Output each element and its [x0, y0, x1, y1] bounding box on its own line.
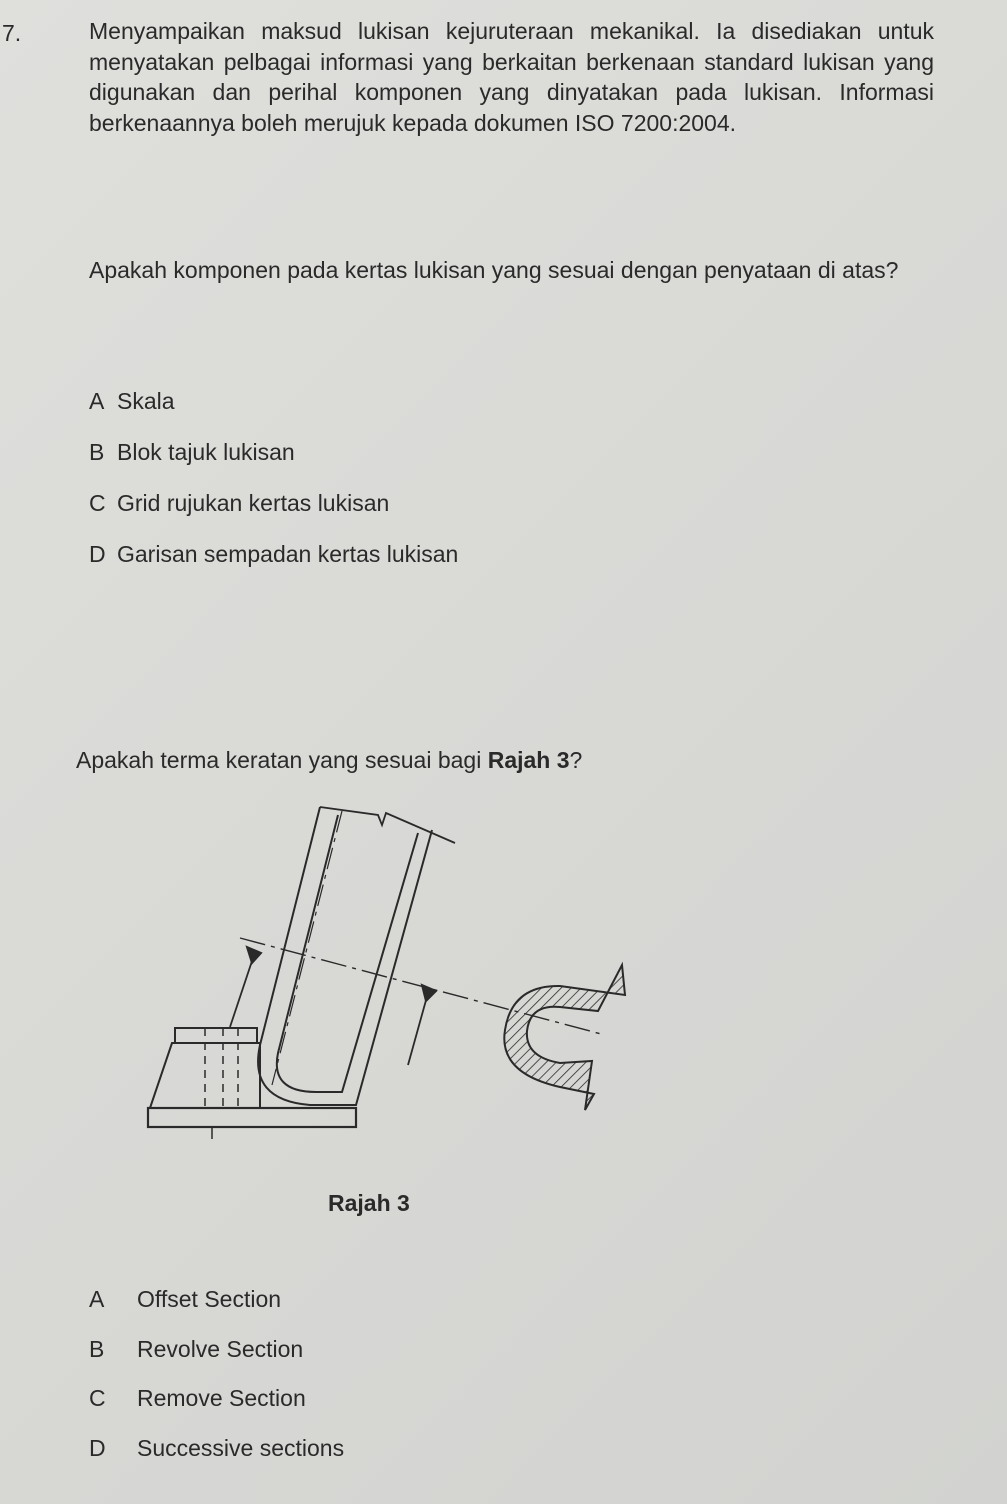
- option-text: Blok tajuk lukisan: [117, 439, 295, 465]
- options-list-q8: [89, 1286, 344, 1484]
- option-text: Successive sections: [137, 1434, 345, 1461]
- option-text: Offset Section: [137, 1286, 282, 1312]
- base-plate: [148, 1108, 356, 1127]
- option-text: Skala: [117, 388, 175, 414]
- option-letter: A: [89, 388, 105, 414]
- option-letter: C: [89, 490, 106, 516]
- question-number: 7.: [2, 20, 22, 46]
- figure-caption: Rajah 3: [328, 1190, 410, 1216]
- option-text: Grid rujukan kertas lukisan: [117, 490, 390, 516]
- option-a[interactable]: [89, 388, 458, 439]
- option-letter: B: [89, 1335, 105, 1362]
- section-drawing: [120, 795, 640, 1155]
- option-text: Revolve Section: [137, 1335, 304, 1362]
- removed-section: [504, 965, 625, 1110]
- option-d[interactable]: [89, 541, 458, 592]
- question-prompt: Apakah komponen pada kertas lukisan yang sesuai dengan penyataan di atas?: [89, 257, 899, 283]
- option-letter: B: [89, 439, 105, 465]
- option-b[interactable]: [89, 439, 458, 490]
- prompt-start: Apakah terma keratan yang sesuai bagi: [76, 747, 488, 773]
- prompt-end: ?: [569, 747, 583, 773]
- question-statement: Menyampaikan maksud lukisan kejuruteraan mekanikal. Ia disediakan untuk menyatakan pelbagai informasi yang berkaitan berkenaan standard lukisan yang digunakan dan perihal komponen yang dinyatakan pada lukisan. Informasi berkenaannya boleh merujuk kepada dokumen ISO 7200:2004.: [89, 18, 934, 136]
- option-c[interactable]: [89, 1385, 344, 1435]
- option-letter: A: [89, 1286, 105, 1312]
- arrow-right: [422, 985, 436, 1001]
- option-c[interactable]: [89, 490, 458, 541]
- options-list-q7: [89, 388, 458, 592]
- boss-top: [175, 1028, 257, 1043]
- option-text: Garisan sempadan kertas lukisan: [117, 541, 459, 567]
- option-letter: C: [89, 1385, 106, 1411]
- option-letter: D: [89, 1434, 106, 1461]
- option-b[interactable]: [89, 1336, 344, 1386]
- channel-outer: [258, 807, 432, 1105]
- option-text: Remove Section: [137, 1385, 306, 1411]
- option-letter: D: [89, 541, 106, 567]
- prompt-figure-ref: Rajah 3: [487, 747, 570, 773]
- arrow-left: [247, 947, 261, 963]
- question-prompt-2: [76, 747, 582, 774]
- option-d[interactable]: [89, 1435, 344, 1485]
- option-a[interactable]: [89, 1286, 344, 1336]
